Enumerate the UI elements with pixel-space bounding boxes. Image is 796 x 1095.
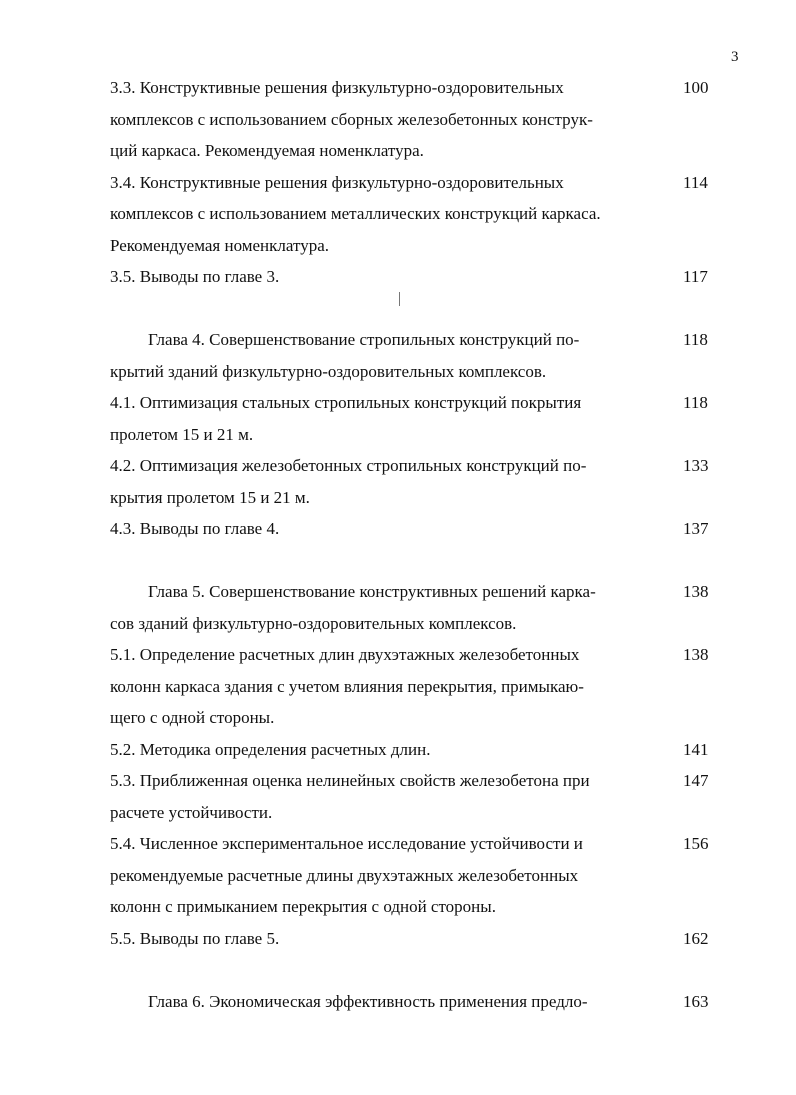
toc-entry-line: ций каркаса. Рекомендуемая номенклатура. [110, 141, 424, 160]
toc-entry-line: 4.1. Оптимизация стальных стропильных конструкций покрытия [110, 393, 582, 412]
toc-page-number: 133 [683, 456, 709, 475]
toc-section-entry [0, 765, 796, 828]
toc-section-entry [0, 828, 796, 923]
toc-entry-line: 5.4. Численное экспериментальное исследование устойчивости и [110, 834, 583, 853]
toc-entry-line: крытия пролетом 15 и 21 м. [110, 487, 310, 507]
toc-spacer [0, 545, 796, 577]
toc-page-number: 163 [683, 991, 709, 1011]
toc-entry-line: крытий зданий физкультурно-оздоровительных комплексов. [110, 361, 547, 381]
toc-page-number: 118 [683, 393, 708, 412]
toc-section-entry [0, 387, 796, 450]
toc-section-entry [0, 72, 796, 167]
toc-section-entry [0, 167, 796, 262]
toc-section-entry [0, 513, 796, 545]
toc-section-entry [0, 639, 796, 734]
toc-entry-line: комплексов с использованием металлических конструкций каркаса. [110, 204, 601, 223]
toc-entry-line: 3.5. Выводы по главе 3. [110, 267, 280, 286]
toc-entry-line: колонн с примыканием перекрытия с одной стороны. [110, 897, 496, 916]
toc-page-number: 141 [683, 739, 709, 759]
toc-page-number: 137 [683, 519, 709, 538]
toc-chapter-entry [0, 986, 796, 1018]
toc-entry-line: 5.3. Приближенная оценка нелинейных свойств железобетона при [110, 771, 590, 790]
toc-page-number: 138 [683, 582, 709, 601]
toc-entry-line: колонн каркаса здания с учетом влияния перекрытия, примыкаю- [110, 676, 584, 696]
toc-entry-line: 5.1. Определение расчетных длин двухэтажных железобетонных [110, 645, 580, 664]
toc-entry-line: 3.3. Конструктивные решения физкультурно-оздоровительных [110, 78, 564, 97]
toc-entry-line: сов зданий физкультурно-оздоровительных комплексов. [110, 613, 517, 633]
page-number: 3 [731, 49, 739, 65]
table-of-contents [0, 72, 796, 1017]
toc-entry-line: щего с одной стороны. [110, 708, 275, 727]
toc-page-number: 138 [683, 645, 709, 664]
toc-page-number: 114 [683, 172, 708, 192]
toc-page-number: 162 [683, 928, 709, 948]
toc-entry-line: расчете устойчивости. [110, 802, 273, 822]
toc-section-entry [0, 261, 796, 293]
toc-entry-line: пролетом 15 и 21 м. [110, 424, 254, 444]
toc-page-number: 147 [683, 771, 709, 790]
toc-section-entry [0, 734, 796, 766]
toc-section-entry [0, 923, 796, 955]
toc-entry-line: 4.3. Выводы по главе 4. [110, 519, 280, 538]
toc-entry-line: 5.5. Выводы по главе 5. [110, 928, 280, 948]
toc-page-number: 100 [683, 78, 709, 97]
toc-entry-line: комплексов с использованием сборных железобетонных конструк- [110, 109, 593, 129]
toc-entry-line: Глава 6. Экономическая эффективность применения предло- [148, 991, 588, 1011]
toc-entry-line: 5.2. Методика определения расчетных длин. [110, 739, 431, 759]
toc-entry-line: Глава 5. Совершенствование конструктивных решений карка- [148, 582, 596, 601]
toc-chapter-entry [0, 324, 796, 387]
toc-spacer [0, 293, 796, 325]
toc-entry-line: Рекомендуемая номенклатура. [110, 235, 329, 255]
toc-page-number: 118 [683, 330, 708, 349]
toc-section-entry [0, 450, 796, 513]
toc-page-number: 117 [683, 267, 708, 286]
toc-page-number: 156 [683, 834, 709, 853]
toc-entry-line: 3.4. Конструктивные решения физкультурно-оздоровительных [110, 172, 564, 192]
toc-entry-line: 4.2. Оптимизация железобетонных стропильных конструкций по- [110, 456, 587, 475]
toc-chapter-entry [0, 576, 796, 639]
toc-entry-line: рекомендуемые расчетные длины двухэтажных железобетонных [110, 865, 579, 885]
toc-entry-line: Глава 4. Совершенствование стропильных конструкций по- [148, 330, 580, 349]
toc-spacer [0, 954, 796, 986]
